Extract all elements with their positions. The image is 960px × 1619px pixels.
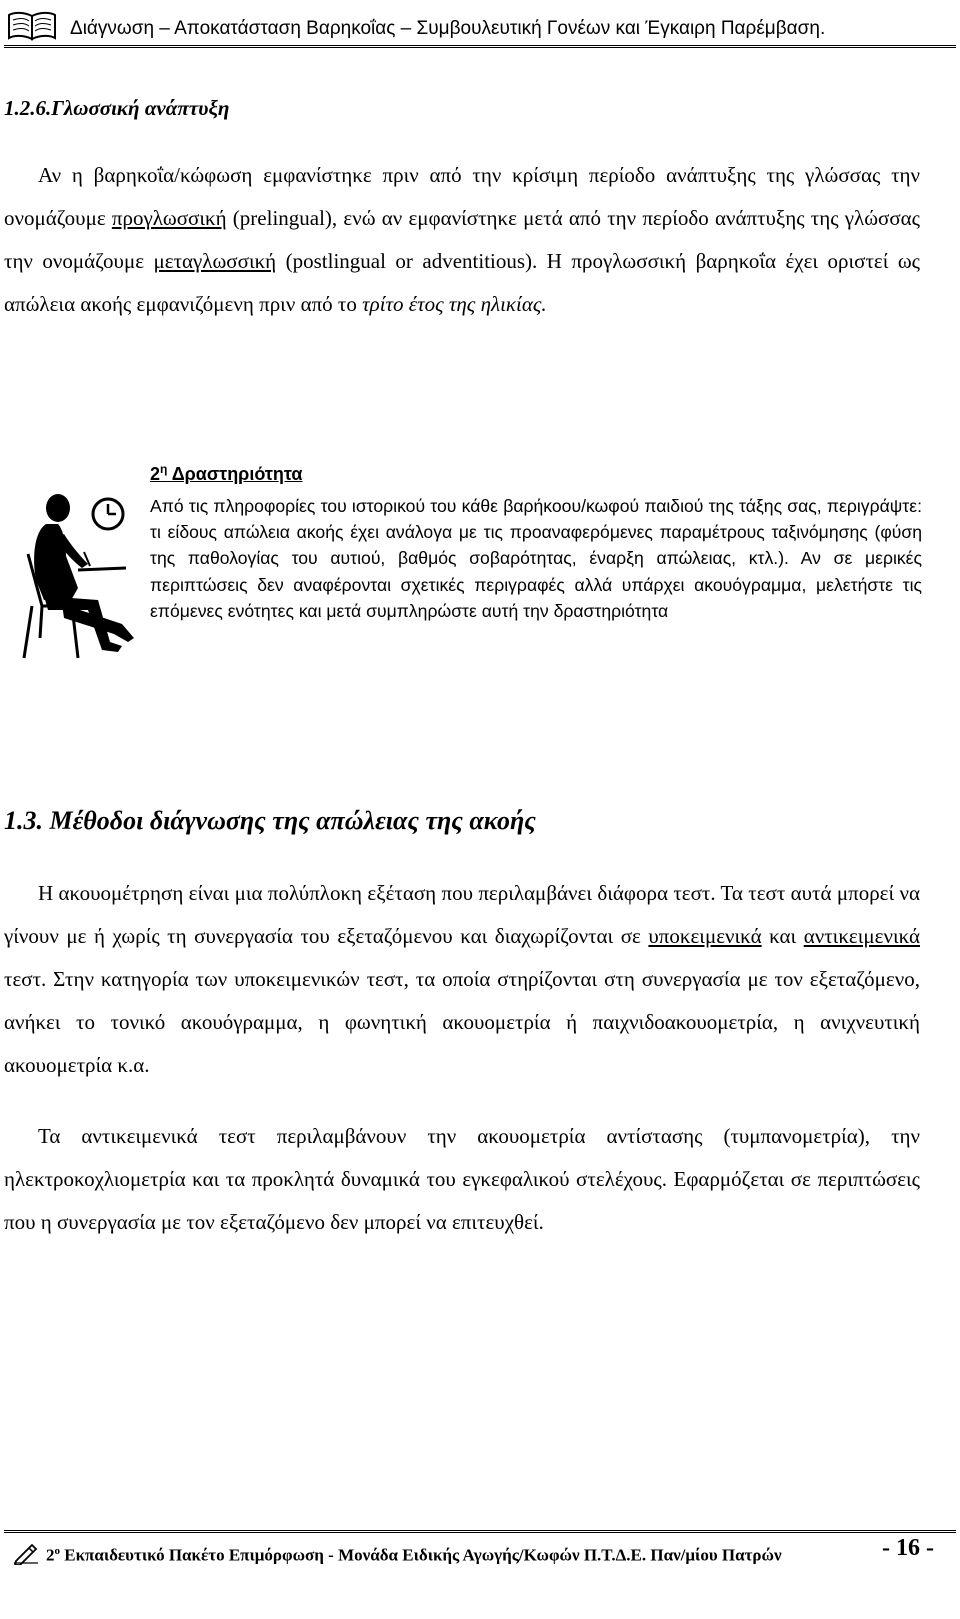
activity-text: Από τις πληροφορίες του ιστορικού του κάθε βαρήκοου/κωφού παιδιού της τάξης σας, περιγράψτε: τι είδους απώλεια ακοής έχει ανάλογα με τις προαναφερόμενες παραμέτρους ταξινόμησης (φύση της παθολογίας του αυτιού, βαθμός σοβαρότητας, έναρξη απώλειας, κτλ.). Αν σε μερικές περιπτώσεις δεν αναφέρονται σχετικές περιγραφές αλλά υπάρχει ακουόγραμμα, μελετήστε τις επόμενες ενότητες και μετά συμπληρώστε αυτή την δραστηριότητα: [150, 496, 922, 621]
text-span: Αν η βαρηκοΐα/κώφωση εμφανίστηκε πριν από την κρίσιμη περίοδο ανάπτυξης της γλώσσας την ονομάζουμε: [4, 163, 920, 230]
activity-number-suffix: η: [160, 462, 168, 476]
text-span: (prelingual), ενώ αν εμφανίστηκε μετά από την περίοδο ανάπτυξης της γλώσσας την ονομάζουμε: [4, 206, 920, 273]
text-span: (postlingual or adventitious). Η προγλωσσική βαρηκοΐα έχει οριστεί ως απώλεια ακοής εμφανιζόμενη πριν από το: [4, 249, 920, 316]
text-span: και: [761, 924, 804, 948]
term-subjective: υποκειμενικά: [648, 924, 762, 948]
emphasis-third-year: τρίτο έτος της ηλικίας.: [362, 292, 547, 316]
page-footer: [4, 1530, 956, 1590]
text-span: Η ακουομέτρηση είναι μια πολύπλοκη εξέταση που περιλαμβάνει διάφορα τεστ. Τα τεστ αυτά μπορεί να γίνουν με ή χωρίς τη συνεργασία του εξεταζόμενου και διαχωρίζονται σε: [4, 881, 920, 948]
activity-title: [150, 462, 302, 485]
pencil-writing-icon: [12, 1541, 40, 1565]
section-title-1-3: 1.3. Μέθοδοι διάγνωσης της απώλειας της ακοής: [4, 806, 536, 835]
activity-box: [150, 462, 922, 624]
term-objective: αντικειμενικά: [803, 924, 920, 948]
paragraph-objective-tests: Τα αντικειμενικά τεστ περιλαμβάνουν την ακουομετρία αντίστασης (τυμπανομετρία), την ηλεκτροκοχλιομετρία και τα προκλητά δυναμικά του εγκεφαλικού στελέχους. Εφαρμόζεται σε περιπτώσεις που η συνεργασία με τον εξεταζόμενο δεν μπορεί να επιτευχθεί.: [4, 1124, 920, 1234]
paragraph-language-development: [4, 154, 920, 326]
footer-number-suffix: ο: [54, 1545, 60, 1557]
text-span: τεστ. Στην κατηγορία των υποκειμενικών τεστ, τα οποία στηρίζονται στη συνεργασία με τον εξεταζόμενο, ανήκει το τονικό ακουόγραμμα, η φωνητική ακουομετρία ή παιχνιδοακουομετρία, η ανιχνευτική ακουομετρία κ.α.: [4, 967, 920, 1077]
section-title-1-2-6: 1.2.6.Γλωσσική ανάπτυξη: [4, 96, 230, 120]
header-title: Διάγνωση – Αποκατάσταση Βαρηκοΐας – Συμβουλευτική Γονέων και Έγκαιρη Παρέμβαση.: [70, 18, 826, 39]
footer-number: 2: [46, 1545, 55, 1565]
term-postlingual: μεταγλωσσική: [153, 249, 277, 273]
activity-title-text: Δραστηριότητα: [171, 464, 303, 484]
open-book-icon: [6, 10, 58, 42]
page-header: [4, 8, 956, 48]
page-number: - 16 -: [882, 1535, 934, 1561]
activity-number: 2: [150, 464, 161, 484]
student-writing-with-clock-icon: [18, 488, 156, 664]
footer-text: [46, 1545, 782, 1566]
term-prelingual: προγλωσσική: [111, 206, 227, 230]
paragraph-audiometry: [4, 872, 920, 1087]
footer-label: Εκπαιδευτικό Πακέτο Επιμόρφωση - Μονάδα Ειδικής Αγωγής/Κωφών Π.Τ.Δ.Ε. Παν/μίου Πατρών: [60, 1545, 782, 1565]
